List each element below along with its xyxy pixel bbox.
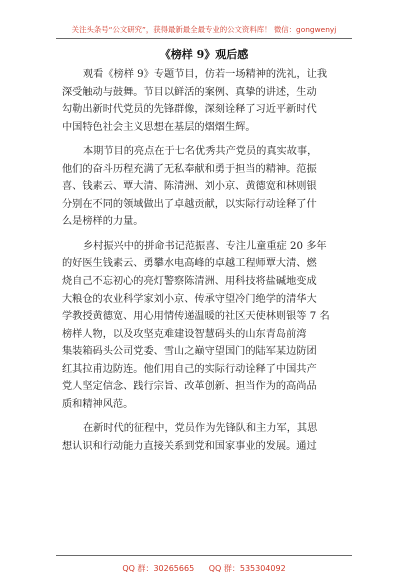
text-line: 分别在不同的领域做出了卓越贡献，以实际行动诠释了什 [62, 198, 317, 210]
paragraph [62, 66, 346, 136]
paragraph [62, 238, 346, 413]
paragraph [62, 143, 346, 231]
footer [0, 563, 408, 574]
text-line: 党人坚定信念、践行宗旨、改革创新、担当作为的高尚品 [62, 381, 317, 393]
text-line: 么是榜样的力量。 [62, 216, 144, 228]
text-line: 乡村振兴中的拼命书记范振喜、专注儿童重症 20 多年 [83, 240, 327, 252]
header-divider [56, 38, 352, 39]
text-line: 红其拉甫边防连。他们用自己的实际行动诠释了中国共产 [62, 363, 317, 375]
text-line: 他们的奋斗历程充满了无私奉献和勇于担当的精神。范振 [62, 163, 317, 175]
text-line: 在新时代的征程中，党员作为先锋队和主力军，其思 [83, 423, 318, 435]
document-body [62, 66, 346, 455]
footer-divider [56, 555, 352, 556]
text-line: 榜样人物，以及攻坚克难建设智慧码头的山东青岛前湾 [62, 328, 307, 340]
text-line: 烧自己不忘初心的亮灯警察陈清洲、用科技将盐碱地变成 [62, 276, 317, 288]
text-line: 观看《榜样 9》专题节目，仿若一场精神的洗礼，让我 [83, 69, 328, 80]
paragraph [62, 420, 346, 455]
text-line: 深受触动与鼓舞。节目以鲜活的案例、真挚的讲述，生动 [62, 86, 317, 98]
document-title: 《榜样 9》观后感 [159, 48, 249, 61]
text-line: 质和精神风范。 [62, 398, 134, 410]
header-notice: 关注头条号“公文研究”，获得最新最全最专业的公文资料库！ 微信：gongwenyj [71, 25, 337, 34]
text-line: 想认识和行动能力直接关系到党和国家事业的发展。通过 [62, 440, 317, 452]
text-line: 的好医生钱素云、勇攀水电高峰的卓越工程师覃大清、燃 [62, 258, 317, 270]
text-line: 学教授黄德宽、用心用情传递温暖的社区天使林则银等 7 名 [62, 311, 330, 323]
qq-group-2: QQ 群：535304092 [208, 564, 286, 573]
text-line: 中国特色社会主义思想在基层的熠熠生辉。 [62, 121, 256, 133]
text-line: 本期节目的亮点在于七名优秀共产党员的真实故事， [83, 146, 318, 158]
qq-group-1: QQ 群：30265665 [122, 564, 195, 573]
text-line: 勾勒出新时代党员的先锋群像，深刻诠释了习近平新时代 [62, 104, 317, 116]
text-line: 大粮仓的农业科学家刘小京、传承守望冷门绝学的清华大 [62, 293, 317, 305]
text-line: 集装箱码头公司党委、雪山之巅守望国门的陆军某边防团 [62, 346, 317, 358]
text-line: 喜、钱素云、覃大清、陈清洲、刘小京、黄德宽和林则银 [62, 181, 317, 193]
